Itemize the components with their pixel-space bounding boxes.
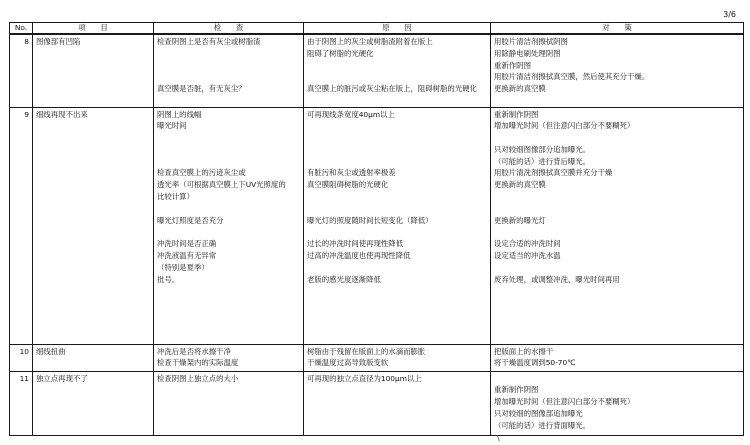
cause-line: 老版的感光度逐渐降低	[307, 274, 381, 284]
cause-line: 可再现的独立点直径为100μm以上	[307, 373, 422, 383]
check-line: 阴图上的线幅	[157, 109, 202, 119]
measure-line	[494, 132, 740, 144]
cause-line	[307, 132, 487, 144]
measure-line: 用胶片清洁剂擦拭真空膜，然后使其充分干燥。	[494, 72, 650, 82]
cause-line: 阻碍了树脂的光硬化	[307, 48, 374, 58]
cause-line: 真空膜上的脏污或灰尘粘在版上，阻碍树脂的光硬化	[307, 84, 477, 94]
cause-line	[307, 226, 487, 238]
check-line: 批号。	[157, 274, 180, 284]
check-line: 比较计算）	[157, 192, 194, 202]
check-line	[157, 71, 300, 83]
cause-line	[307, 156, 487, 168]
row-measure	[491, 344, 744, 371]
check-line: 冲洗后是否将水擦干净	[157, 346, 231, 356]
row-number: 8	[10, 34, 33, 107]
check-line	[157, 60, 300, 72]
row-item: 细线再现不出来	[33, 107, 154, 344]
measure-line: 用除静电刷处理阴图	[494, 48, 561, 58]
cause-line: 过长的冲洗时间使再现性降低	[307, 239, 404, 249]
check-line	[157, 226, 300, 238]
row-number: 11	[10, 371, 33, 436]
row-number: 9	[10, 107, 33, 344]
check-line: 冲洗时间是否正确	[157, 239, 217, 249]
measure-line: 设定合适的冲洗时间	[494, 239, 561, 249]
row-cause	[304, 34, 491, 107]
cause-line	[307, 262, 487, 274]
measure-line: 更换新的曝光灯	[494, 215, 546, 225]
measure-line: 废弃处理，或调整冲洗、曝光时间再用	[494, 274, 620, 284]
measure-line: 重新制作阴图	[494, 385, 539, 395]
measure-line: 只对较细的图像部追加曝光	[494, 408, 583, 418]
header-cause: 原 因	[304, 23, 491, 35]
scan-mark: \	[497, 434, 500, 443]
check-line	[157, 156, 300, 168]
row-check	[154, 107, 304, 344]
table-row	[10, 34, 744, 107]
cause-line: 干燥温度过高导致版变软	[307, 358, 389, 368]
measure-line: 增加曝光时间（但注意闪白部分不要糊死）	[494, 121, 635, 131]
check-line: 曝光时间	[157, 121, 187, 131]
cause-line: 树脂由于残留在版面上的水滴而膨胀	[307, 346, 426, 356]
cause-line	[307, 191, 487, 203]
row-measure	[491, 107, 744, 344]
header-item: 项 目	[33, 23, 154, 35]
check-line: 真空膜是否脏，有无灰尘？	[157, 84, 246, 94]
row-item: 独立点再现不了	[33, 371, 154, 436]
table-row	[10, 107, 744, 344]
check-line	[157, 132, 300, 144]
header-check: 检 查	[154, 23, 304, 35]
cause-line	[307, 60, 487, 72]
measure-line: （可能的话）进行背面曝光。	[494, 420, 591, 430]
cause-line: 真空膜阻碍树脂的光硬化	[307, 180, 389, 190]
check-line	[157, 144, 300, 156]
check-line: 检查真空膜上的污迹灰尘或	[157, 168, 246, 178]
page-number: 3/6	[723, 10, 736, 19]
row-measure	[491, 371, 744, 436]
measure-line	[494, 373, 740, 385]
row-check	[154, 371, 304, 436]
check-line: 检查干燥架内的实际温度	[157, 358, 239, 368]
table-header-row	[10, 23, 744, 35]
cause-line: 由于阴图上的灰尘或树脂渣附着在版上	[307, 37, 433, 46]
measure-line: 只对较细图像部分追加曝光。	[494, 144, 591, 154]
measure-line	[494, 226, 740, 238]
measure-line	[494, 262, 740, 274]
measure-line: 重新作阴图	[494, 60, 531, 70]
row-cause	[304, 107, 491, 344]
header-no: No.	[10, 23, 33, 35]
cause-line: 曝光灯的照度随时间长短变化（降低）	[307, 215, 433, 225]
cause-line	[307, 71, 487, 83]
cause-line: 有脏污和灰尘或透射率极差	[307, 168, 396, 178]
row-measure	[491, 34, 744, 107]
measure-line: 重新制作阴图	[494, 109, 539, 119]
cause-line	[307, 144, 487, 156]
row-item: 图像部有凹陷	[33, 34, 154, 107]
measure-line: 更换新的真空膜	[494, 180, 546, 190]
measure-line: 把版面上的水擦干	[494, 346, 554, 356]
check-line: （特别是夏季）	[157, 262, 209, 272]
measure-line	[494, 191, 740, 203]
check-line	[157, 203, 300, 215]
check-line: 透光率（可根据真空膜上下UV光照度的	[157, 180, 286, 190]
cause-line	[307, 203, 487, 215]
check-line: 检查阴图上独立点的大小	[157, 373, 239, 383]
cause-line	[307, 120, 487, 132]
check-line: 曝光灯照度是否充分	[157, 215, 224, 225]
cause-line: 可再现线条宽度40μm以上	[307, 109, 395, 119]
table-row	[10, 371, 744, 436]
check-line: 检查阴图上是否有灰尘或树脂渣	[157, 37, 261, 46]
measure-line: 用胶片清洗剂擦拭真空膜并充分干燥	[494, 168, 613, 178]
measure-line	[494, 203, 740, 215]
row-number: 10	[10, 344, 33, 371]
measure-line: 增加曝光时间（但注意闪白部分不要糊死）	[494, 397, 635, 407]
measure-line: （可能的话）进行背后曝光。	[494, 156, 591, 166]
row-cause	[304, 344, 491, 371]
troubleshooting-table	[9, 22, 744, 436]
header-measure: 对 策	[491, 23, 744, 35]
cause-line: 过高的冲洗温度也使再现性降低	[307, 251, 411, 261]
row-item: 细线扭曲	[33, 344, 154, 371]
check-line: 冲洗液温有无异常	[157, 251, 217, 261]
table-row	[10, 344, 744, 371]
check-line	[157, 48, 300, 60]
row-check	[154, 344, 304, 371]
measure-line: 将干燥温度调到50-70℃	[494, 358, 576, 368]
measure-line: 用胶片清洁剂擦拭阴图	[494, 37, 568, 46]
row-check	[154, 34, 304, 107]
measure-line: 更换新的真空膜	[494, 84, 546, 94]
measure-line: 设定适当的冲洗水温	[494, 251, 561, 261]
row-cause	[304, 371, 491, 436]
